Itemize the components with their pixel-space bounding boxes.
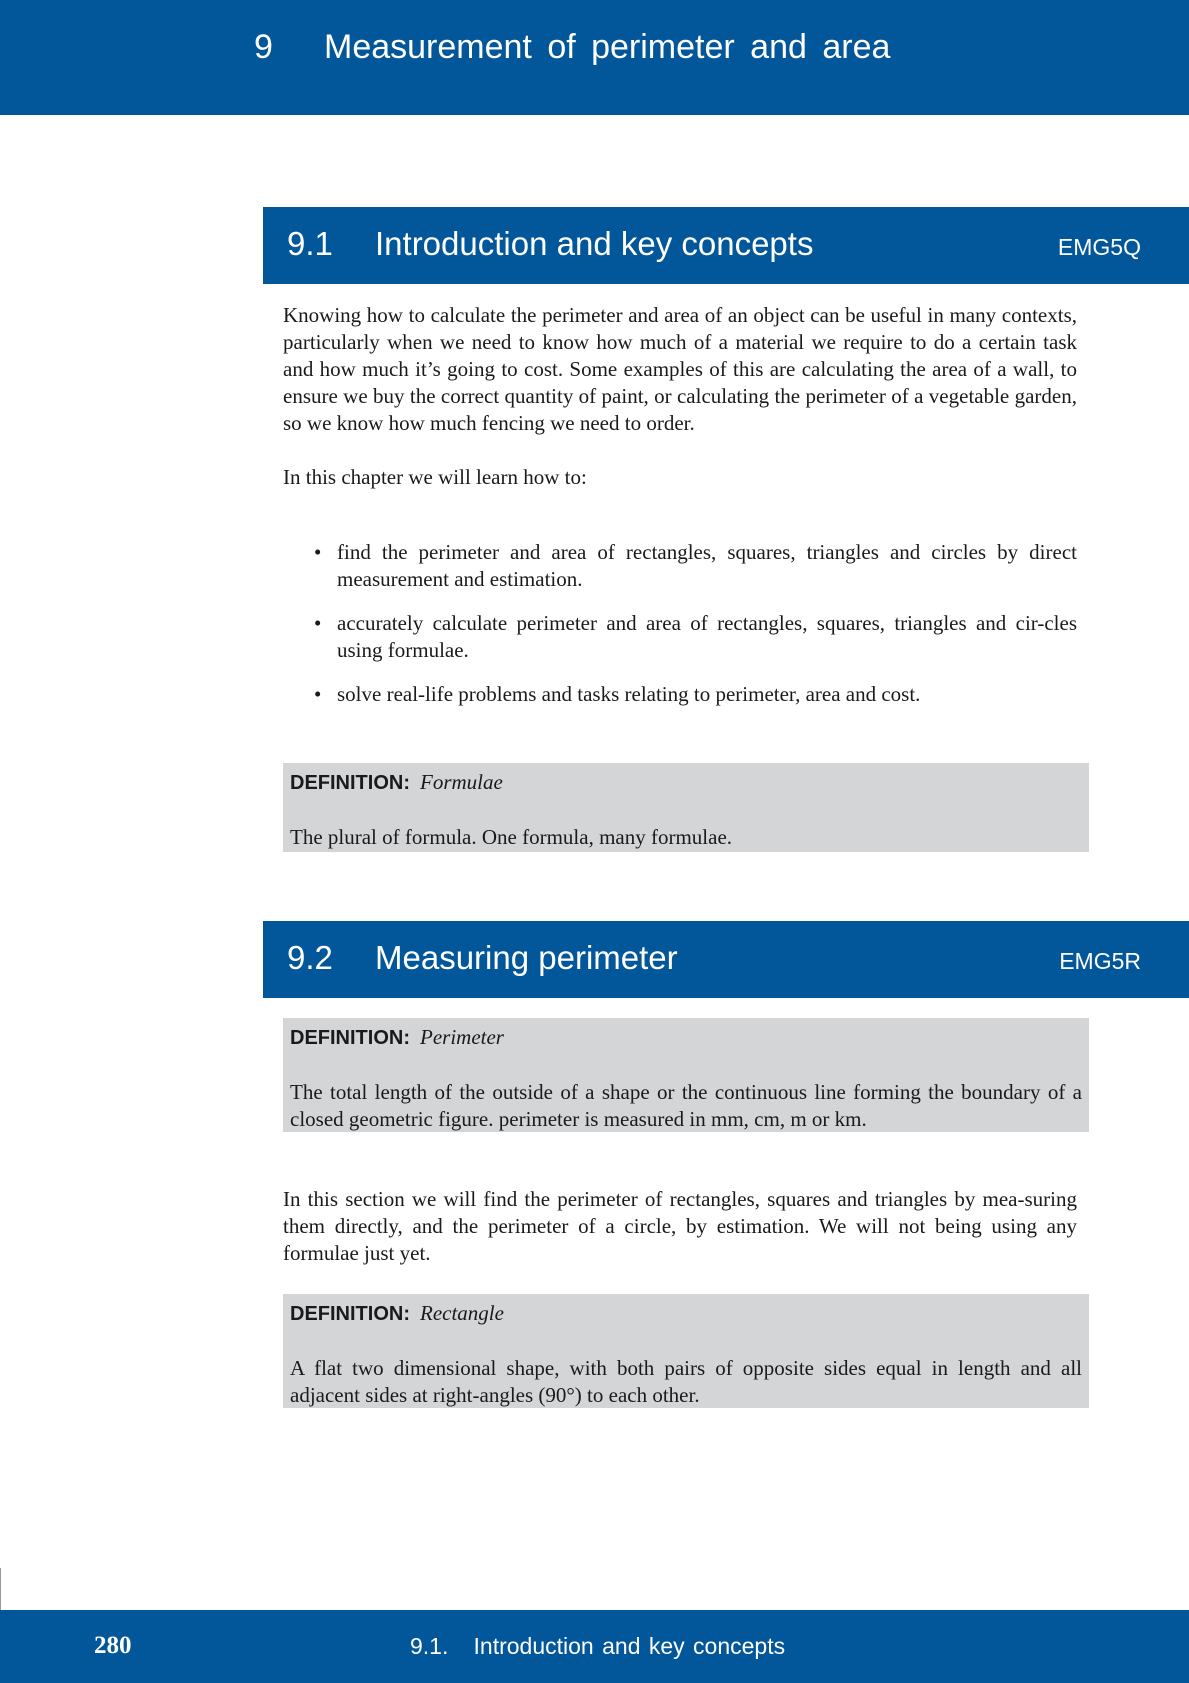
- list-item: • solve real-life problems and tasks relating to perimeter, area and cost.: [314, 682, 921, 706]
- page-footer: [0, 1610, 1189, 1683]
- definition-term: Formulae: [420, 770, 503, 794]
- list-item: • accurately calculate perimeter and area of rectangles, squares, triangles and cir-cles using formulae.: [314, 611, 1077, 662]
- margin-rule: [0, 1568, 1, 1610]
- section-title: Introduction and key concepts: [375, 225, 814, 262]
- bullet-icon: •: [314, 682, 322, 706]
- bullet-icon: •: [314, 611, 322, 635]
- chapter-number: 9: [254, 28, 273, 66]
- definition-label: DEFINITION:: [290, 772, 410, 794]
- learning-objectives-list: [283, 539, 1077, 725]
- section-number: 9.1: [287, 225, 333, 262]
- section-code: EMG5R: [1059, 948, 1141, 974]
- running-title: 9.1. Introduction and key concepts: [410, 1633, 786, 1659]
- definition-box-rectangle: [283, 1294, 1089, 1408]
- definition-text: A flat two dimensional shape, with both pairs of opposite sides equal in length and all adjacent sides at right-angles (90°) to each other.: [290, 1356, 1082, 1407]
- section-header-9-2: [263, 921, 1189, 998]
- definition-term: Rectangle: [420, 1301, 504, 1325]
- bullet-icon: •: [314, 540, 322, 564]
- list-item: • find the perimeter and area of rectangles, squares, triangles and circles by direct measurement and estimation.: [314, 540, 1077, 591]
- chapter-title: Measurement of perimeter and area: [324, 28, 891, 66]
- definition-text: The plural of formula. One formula, many formulae.: [290, 825, 733, 849]
- section-header-9-1: [263, 207, 1189, 284]
- section-title: Measuring perimeter: [375, 939, 678, 976]
- section-paragraph: In this section we will find the perimeter of rectangles, squares and triangles by mea-suring them directly, and the perimeter of a circle, by estimation. We will not being using any formulae just yet.: [283, 1187, 1077, 1265]
- chapter-header: [0, 0, 1189, 115]
- definition-term: Perimeter: [420, 1025, 504, 1049]
- page-number: 280: [94, 1632, 132, 1659]
- definition-text: The total length of the outside of a shape or the continuous line forming the boundary of a closed geometric figure. perimeter is measured in mm, cm, m or km.: [290, 1080, 1082, 1131]
- section-code: EMG5Q: [1057, 234, 1141, 260]
- definition-box-perimeter: [283, 1018, 1089, 1132]
- section-number: 9.2: [287, 939, 333, 976]
- definition-label: DEFINITION:: [290, 1027, 410, 1049]
- lead-paragraph: In this chapter we will learn how to:: [283, 465, 587, 489]
- definition-label: DEFINITION:: [290, 1303, 410, 1325]
- intro-paragraph: Knowing how to calculate the perimeter and area of an object can be useful in many contexts, particularly when we need to know how much of a material we require to do a certain task and how much it’s going to cost. Some examples of this are calculating the area of a wall, to ensure we buy the correct quantity of paint, or calculating the perimeter of a vegetable garden, so we know how much fencing we need to order.: [283, 303, 1077, 435]
- definition-box-formulae: [283, 763, 1089, 852]
